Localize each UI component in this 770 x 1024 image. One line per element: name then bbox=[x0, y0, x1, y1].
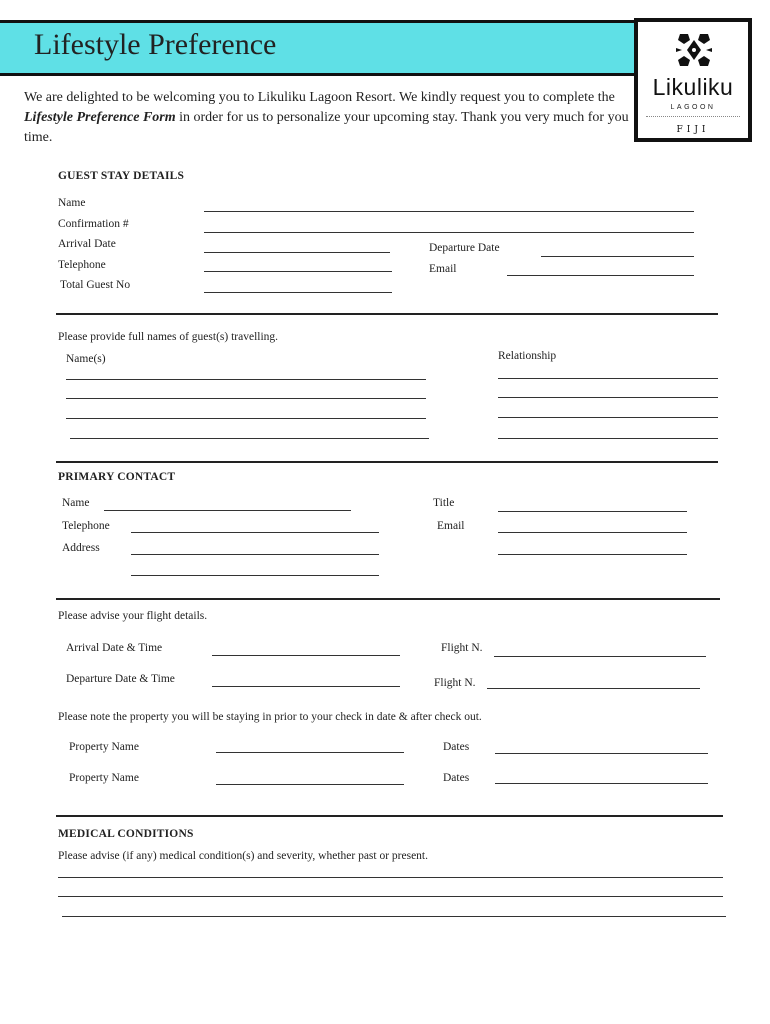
contact-name-field[interactable] bbox=[104, 510, 351, 511]
departure-time-label: Departure Date & Time bbox=[66, 673, 175, 685]
relationship-line[interactable] bbox=[498, 438, 718, 439]
departure-date-field[interactable] bbox=[541, 256, 694, 257]
section-divider bbox=[56, 461, 718, 463]
guest-stay-heading: GUEST STAY DETAILS bbox=[58, 170, 185, 182]
dates-label-1: Dates bbox=[443, 741, 470, 753]
contact-address-field-2[interactable] bbox=[131, 575, 379, 576]
dates-field-1[interactable] bbox=[495, 753, 708, 754]
contact-telephone-label: Telephone bbox=[62, 520, 110, 532]
dates-field-2[interactable] bbox=[495, 783, 708, 784]
property-name-label-2: Property Name bbox=[69, 772, 139, 784]
departure-time-field[interactable] bbox=[212, 686, 400, 687]
arrival-flight-label: Flight N. bbox=[441, 642, 483, 654]
telephone-field[interactable] bbox=[204, 271, 392, 272]
dates-label-2: Dates bbox=[443, 772, 470, 784]
departure-date-label: Departure Date bbox=[429, 242, 500, 254]
guest-name-line[interactable] bbox=[66, 418, 426, 419]
contact-email-field[interactable] bbox=[498, 532, 687, 533]
relationship-line[interactable] bbox=[498, 417, 718, 418]
section-divider bbox=[56, 815, 723, 817]
intro-text-start: We are delighted to be welcoming you to Likuliku Lagoon Resort. We kindly request you to complete the bbox=[24, 90, 615, 105]
guest-names-label: Name(s) bbox=[66, 353, 106, 365]
guest-name-line[interactable] bbox=[66, 398, 426, 399]
property-name-field-1[interactable] bbox=[216, 752, 404, 753]
property-name-field-2[interactable] bbox=[216, 784, 404, 785]
contact-title-label: Title bbox=[433, 497, 455, 509]
likuliku-flower-logo-icon bbox=[674, 30, 714, 70]
section-divider bbox=[56, 313, 718, 315]
contact-name-label: Name bbox=[62, 497, 90, 509]
contact-email-label: Email bbox=[437, 520, 465, 532]
relationship-line[interactable] bbox=[498, 397, 718, 398]
arrival-date-label: Arrival Date bbox=[58, 238, 116, 250]
confirmation-field[interactable] bbox=[204, 232, 694, 233]
arrival-date-field[interactable] bbox=[204, 252, 390, 253]
property-name-label-1: Property Name bbox=[69, 741, 139, 753]
medical-line[interactable] bbox=[58, 896, 723, 897]
guest-name-line[interactable] bbox=[70, 438, 429, 439]
departure-flight-field[interactable] bbox=[487, 688, 700, 689]
total-guest-label: Total Guest No bbox=[60, 279, 131, 291]
arrival-time-field[interactable] bbox=[212, 655, 400, 656]
guest-names-prompt: Please provide full names of guest(s) travelling. bbox=[58, 331, 279, 343]
logo-name: Likuliku bbox=[652, 74, 734, 100]
contact-title-field[interactable] bbox=[498, 511, 687, 512]
guest-name-label: Name bbox=[58, 197, 86, 209]
medical-prompt: Please advise (if any) medical condition(s) and severity, whether past or present. bbox=[58, 850, 429, 862]
guest-name-field[interactable] bbox=[204, 211, 694, 212]
contact-address-field-extra[interactable] bbox=[498, 554, 687, 555]
logo-country: FIJI bbox=[676, 125, 710, 135]
medical-heading: MEDICAL CONDITIONS bbox=[58, 828, 194, 840]
relationship-line[interactable] bbox=[498, 378, 718, 379]
departure-flight-label: Flight N. bbox=[434, 677, 476, 689]
arrival-time-label: Arrival Date & Time bbox=[66, 642, 163, 654]
telephone-label: Telephone bbox=[58, 259, 106, 271]
contact-address-label: Address bbox=[62, 542, 100, 554]
intro-text-end: in order for us to personalize your upcoming stay. Thank you very much for you time. bbox=[24, 110, 629, 145]
logo bbox=[634, 18, 752, 142]
email-label: Email bbox=[429, 263, 457, 275]
contact-telephone-field[interactable] bbox=[131, 532, 379, 533]
medical-line[interactable] bbox=[58, 877, 723, 878]
property-prompt: Please note the property you will be staying in prior to your check in date & after check out. bbox=[58, 711, 482, 723]
form-name: Lifestyle Preference Form bbox=[24, 110, 176, 125]
guest-name-line[interactable] bbox=[66, 379, 426, 380]
section-divider bbox=[56, 598, 720, 600]
page-title: Lifestyle Preference bbox=[34, 28, 277, 61]
contact-address-field[interactable] bbox=[131, 554, 379, 555]
primary-contact-heading: PRIMARY CONTACT bbox=[58, 471, 176, 483]
logo-divider bbox=[646, 116, 740, 117]
total-guest-field[interactable] bbox=[204, 292, 392, 293]
flight-prompt: Please advise your flight details. bbox=[58, 610, 208, 622]
email-field[interactable] bbox=[507, 275, 694, 276]
medical-line[interactable] bbox=[62, 916, 726, 917]
intro-text bbox=[24, 88, 634, 148]
logo-subtitle: LAGOON bbox=[670, 104, 716, 111]
relationship-label: Relationship bbox=[498, 350, 557, 362]
confirmation-label: Confirmation # bbox=[58, 218, 129, 230]
arrival-flight-field[interactable] bbox=[494, 656, 706, 657]
